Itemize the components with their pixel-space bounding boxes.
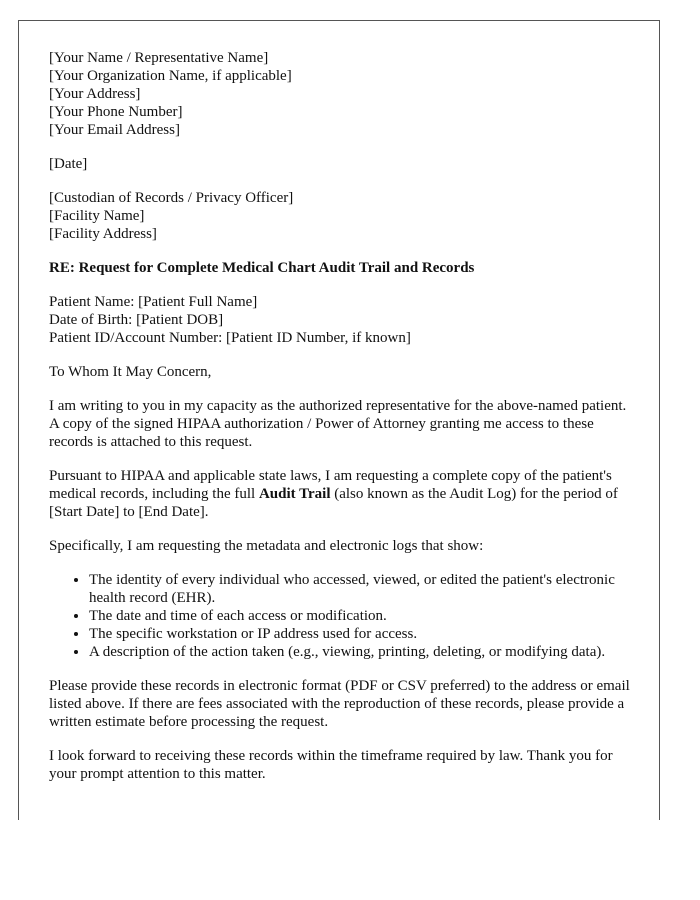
patient-name: Patient Name: [Patient Full Name] (49, 294, 258, 310)
patient-id: Patient ID/Account Number: [Patient ID Number, if known] (49, 330, 411, 346)
paragraph-authorization: I am writing to you in my capacity as the authorized representative for the above-named patient. A copy of the signed HIPAA authorization / Power of Attorney granting me access to these records is attached to this request. (49, 398, 627, 450)
sender-phone: [Your Phone Number] (49, 104, 183, 120)
letter-date: [Date] (49, 156, 88, 172)
recipient-facility: [Facility Name] (49, 208, 145, 224)
list-item: • The identity of every individual who accessed, viewed, or edited the patient's electronic health record (EHR). (89, 571, 639, 607)
sender-block (49, 49, 639, 139)
paragraph-request-end: (also known as the Audit Log) for the period of [Start Date] to [End Date]. (49, 486, 618, 520)
subject-line (49, 259, 639, 277)
paragraph-specifics: Specifically, I am requesting the metadata and electronic logs that show: (49, 538, 484, 554)
paragraph-closing: I look forward to receiving these records within the timeframe required by law. Thank you for your prompt attention to this matter. (49, 748, 613, 782)
request-list (49, 571, 639, 661)
paragraph-format: Please provide these records in electronic format (PDF or CSV preferred) to the address or email listed above. If there are fees associated with the reproduction of these records, please provide a written estimate before processing the request. (49, 678, 630, 730)
recipient-title: [Custodian of Records / Privacy Officer] (49, 190, 294, 206)
letter-body (49, 49, 639, 799)
audit-trail-emphasis: Audit Trail (258, 486, 331, 502)
patient-dob: Date of Birth: [Patient DOB] (49, 312, 224, 328)
subject-text: RE: Request for Complete Medical Chart Audit Trail and Records (49, 260, 475, 276)
sender-name: [Your Name / Representative Name] (49, 50, 269, 66)
sender-organization: [Your Organization Name, if applicable] (49, 68, 292, 84)
patient-info-block (49, 293, 639, 347)
recipient-address: [Facility Address] (49, 226, 157, 242)
letter-page (18, 20, 660, 820)
paragraph-request (49, 467, 639, 521)
list-item: • The specific workstation or IP address used for access. (89, 625, 639, 643)
sender-address: [Your Address] (49, 86, 141, 102)
paragraph-request-start: Pursuant to HIPAA and applicable state laws, I am requesting a complete copy of the patient's medical records, including the full (49, 468, 612, 502)
recipient-block (49, 189, 639, 243)
salutation: To Whom It May Concern, (49, 364, 212, 380)
list-item: • The date and time of each access or modification. (89, 607, 639, 625)
date-block (49, 155, 639, 173)
sender-email: [Your Email Address] (49, 122, 180, 138)
list-item: • A description of the action taken (e.g., viewing, printing, deleting, or modifying data). (89, 643, 639, 661)
